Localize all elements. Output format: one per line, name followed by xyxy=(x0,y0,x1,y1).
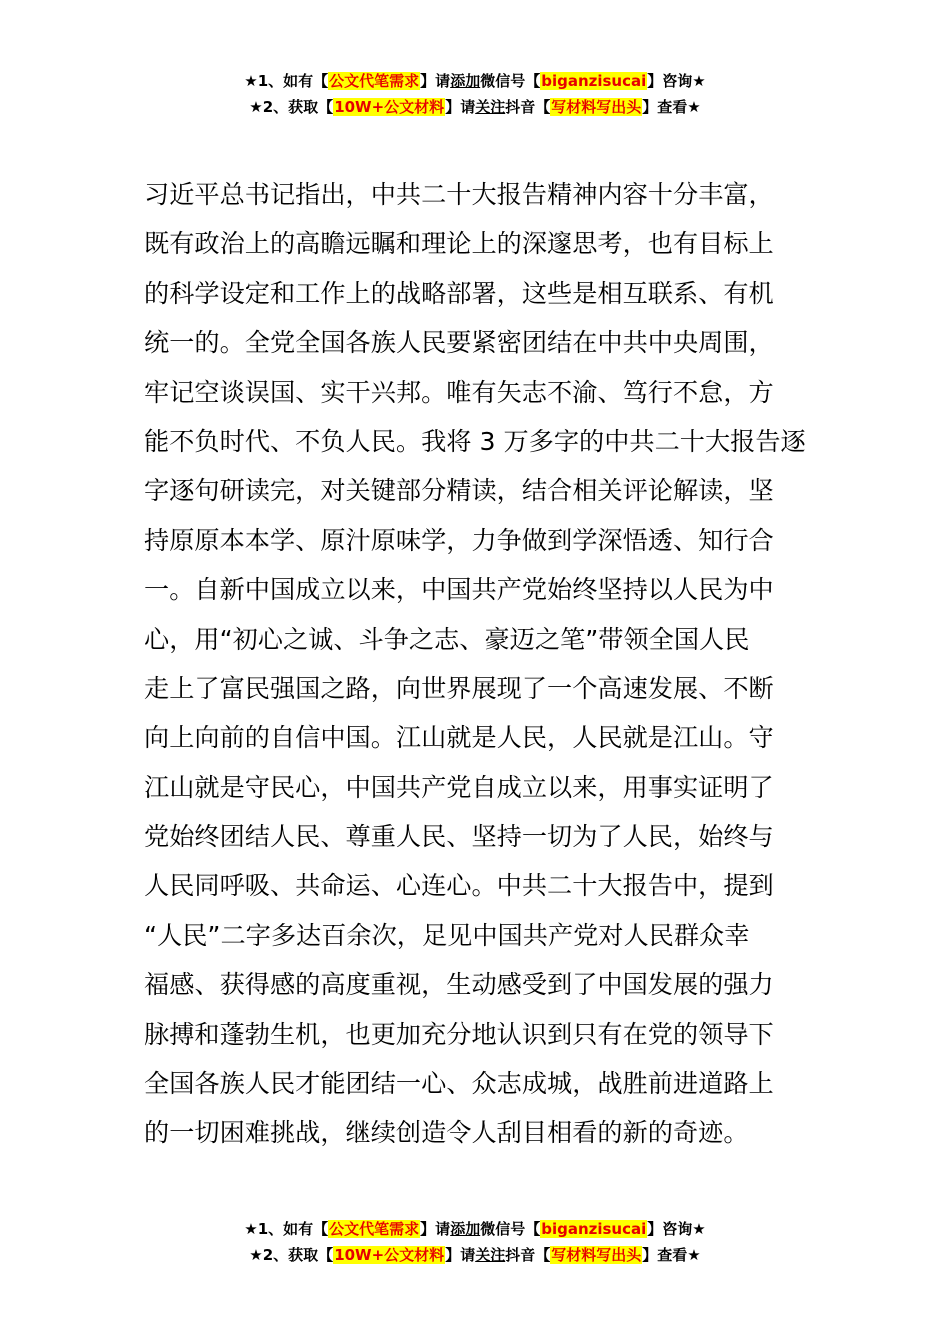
body-line: 江山就是守民心，中国共产党自成立以来，用事实证明了 xyxy=(144,772,774,802)
highlight-service: 公文代笔需求 xyxy=(329,72,420,90)
body-line: 走上了富民强国之路，向世界展现了一个高速发展、不断 xyxy=(144,673,774,703)
body-line: 人民同呼吸、共命运、心连心。中共二十大报告中，提到 xyxy=(144,871,774,901)
highlight-materials: 10W+公文材料 xyxy=(334,98,445,116)
body-line: “人民”二字多达百余次，足见中国共产党对人民群众幸 xyxy=(144,920,750,950)
highlight-service: 公文代笔需求 xyxy=(329,1220,420,1238)
body-line: 全国各族人民才能团结一心、众志成城，战胜前进道路上 xyxy=(144,1069,774,1099)
body-line: 的科学设定和工作上的战略部署，这些是相互联系、有机 xyxy=(144,278,774,308)
banner-line-2: ★2、获取【10W+公文材料】请关注抖音【写材料写出头】查看★ xyxy=(249,98,701,116)
highlight-douyin: 写材料写出头 xyxy=(551,1246,642,1264)
highlight-wechat-id: biganzisucai xyxy=(541,1220,647,1238)
body-line: 脉搏和蓬勃生机，也更加充分地认识到只有在党的领导下 xyxy=(144,1019,774,1049)
body-line: 党始终团结人民、尊重人民、坚持一切为了人民，始终与 xyxy=(144,822,774,852)
highlight-wechat-id: biganzisucai xyxy=(541,72,647,90)
highlight-douyin: 写材料写出头 xyxy=(551,98,642,116)
body-line: 字逐句研读完，对关键部分精读，结合相关评论解读，坚 xyxy=(144,476,774,506)
body-line: 既有政治上的高瞻远瞩和理论上的深邃思考，也有目标上 xyxy=(144,229,774,259)
body-line: 能不负时代、不负人民。我将 3 万多字的中共二十大报告逐 xyxy=(144,426,806,456)
body-line: 向上向前的自信中国。江山就是人民，人民就是江山。守 xyxy=(144,723,774,753)
body-line: 心，用“初心之诚、斗争之志、豪迈之笔”带领全国人民 xyxy=(144,624,750,654)
body-line: 习近平总书记指出，中共二十大报告精神内容十分丰富， xyxy=(144,180,774,209)
body-line: 的一切困难挑战，继续创造令人刮目相看的新的奇迹。 xyxy=(144,1118,749,1148)
body-line: 一。自新中国成立以来，中国共产党始终坚持以人民为中 xyxy=(144,575,774,605)
body-line: 福感、获得感的高度重视，生动感受到了中国发展的强力 xyxy=(144,970,774,1000)
footer-banner xyxy=(0,1216,950,1268)
banner-line-1: ★1、如有【公文代笔需求】请添加微信号【biganzisucai】咨询★ xyxy=(244,72,706,90)
banner-line-2: ★2、获取【10W+公文材料】请关注抖音【写材料写出头】查看★ xyxy=(249,1246,701,1264)
body-line: 统一的。全党全国各族人民要紧密团结在中共中央周围， xyxy=(144,328,774,358)
body-line: 牢记空谈误国、实干兴邦。唯有矢志不渝、笃行不怠，方 xyxy=(144,377,774,407)
body-paragraph xyxy=(144,170,808,1158)
body-line: 持原原本本学、原汁原味学，力争做到学深悟透、知行合 xyxy=(144,525,774,555)
highlight-materials: 10W+公文材料 xyxy=(334,1246,445,1264)
header-banner xyxy=(0,68,950,120)
banner-line-1: ★1、如有【公文代笔需求】请添加微信号【biganzisucai】咨询★ xyxy=(244,1220,706,1238)
